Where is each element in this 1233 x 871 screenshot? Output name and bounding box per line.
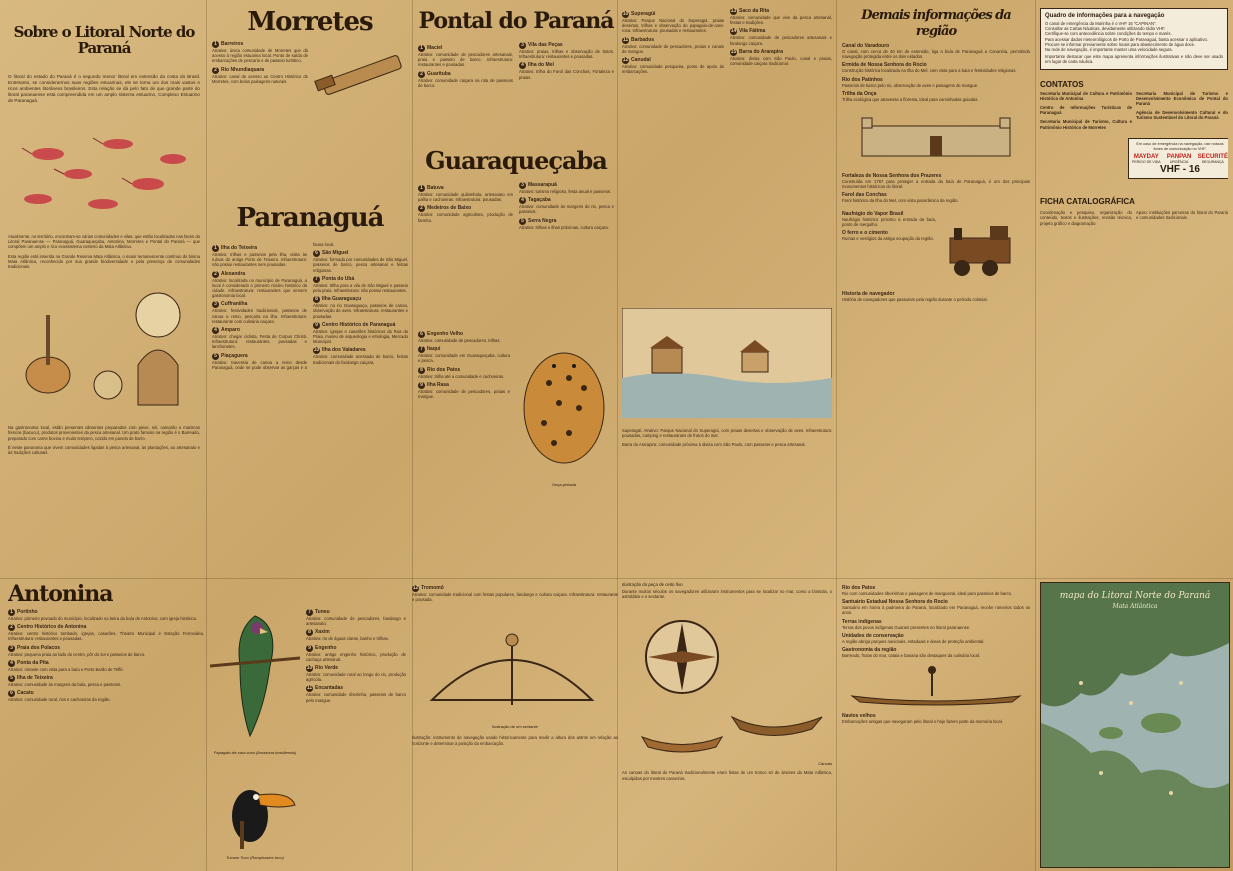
section-heading: Barreiros [221, 41, 244, 47]
quadro-item: Consultar as Cartas Náuticas, devidamente utilizando rádio VHF. [1045, 26, 1166, 32]
section-heading: Maciel [427, 45, 443, 51]
section-heading: Engenho [315, 644, 337, 651]
emergency-box [1128, 138, 1228, 179]
culture-illustration [8, 275, 200, 415]
section-heading: Unidades de conservação [842, 632, 904, 639]
section-heading: Massarapuã [528, 182, 557, 189]
section-heading: Trilha da Onça [842, 90, 877, 97]
section-heading: Xaxim [315, 629, 330, 636]
panpan-sub: URGÊNCIA [1169, 160, 1189, 165]
demais-informacoes-column: Demais informações da região Canal do Varadouro O canal, com cerca de 40 km de extensão, liga a baía de Paranaguá a Cananéia, permitindo navegação protegida entre os dois estados. Ermida de Nossa Senhora do Rocio Construção histórica localizada na Ilha do Mel, com vista para a baía e festividades religiosas. Rio dos Patinhos Passeios de barco pelo rio, observação de aves e paisagens de mangue. Trilha da Onça Trilha ecológica que atravessa a floresta, ideal para caminhadas guiadas. Fortaleza de Nossa Senhora dos Prazeres Construída em 1767 para proteger a entrada da baía de Paranaguá, é um dos principais monumentos históricos do litoral. Farol das Conchas Farol histórico da Ilha do Mel, com vista panorâmica da região. Naufrágio do Vapor Brasil Naufrágio histórico próximo à entrada da baía, ponto de mergulho. O ferro e o cimento Ruínas e vestígios da antiga ocupação da região. Historia de navegador História de navegadores que passaram pela região durante o período colonial. [842, 8, 1030, 302]
section-heading: Cuffraniiha [221, 301, 248, 308]
section-heading: São Miguel [322, 250, 349, 257]
compass-boats-illustration [622, 607, 832, 757]
mayday-sub: PERIGO DE VIDA [1132, 160, 1161, 165]
pontal-title: Pontal do Paraná [418, 8, 614, 34]
section-heading: Canudal [631, 57, 651, 64]
section-heading: Superagüi [631, 11, 656, 17]
section-heading: Alexandra [221, 270, 246, 277]
section-heading: Fortaleza de Nossa Senhora dos Prazeres [842, 173, 942, 180]
fold-line [836, 0, 837, 871]
ficha-title: FICHA CATALOGRÁFICA [1040, 197, 1135, 207]
navigation-history-column: Ilustração da peça de ceito fixo Durante muitos séculos os navegadores utilizaram instrumentos para se localizar no mar, como a bússola, o astrolábio e o sextante. Canoas As canoas do litoral do Paraná tradicionalmente eram feitas de um tronco só de árvores da Mata Atlântica, esculpidas por mestres canoeiros. [622, 582, 832, 781]
contact-item: Secretaria Municipal de Turismo e Desenvolvimento Econômico de Pontal do Paraná [1136, 90, 1228, 107]
section-heading: O ferro e o cimento [842, 230, 888, 237]
section-heading: Guarituba [427, 70, 451, 77]
section-heading: Medeiros de Baixo [427, 205, 472, 212]
section-heading: Terras indígenas [842, 618, 882, 625]
fort-illustration [842, 106, 1030, 166]
quadro-item: Procure se informar previamente sobre locais para abastecimento de água doce. [1045, 41, 1196, 47]
section-heading: Rio dos Patos [427, 366, 461, 373]
quadro-title: Quadro de informações para a navegação [1045, 13, 1165, 19]
section-heading: Portinho [17, 609, 38, 615]
demais-continued-column: Rio dos Patos Rio com comunidades ribeirinhas e paisagens de manguezal, ideal para passeios de barco. Santuário Estadual Nossa Senhora do Rocio Santuário em honra à padroeira do Paraná, localizado em Paranaguá, recebe romeiros todos os anos. Terras indígenas Terras dos povos indígenas Guarani presentes no litoral paranaense. Unidades de conservação A região abriga parques nacionais, estaduais e áreas de proteção ambiental. Gastronomia da região Barreado, frutos do mar, cataia e banana são destaques da culinária local. Navios velhos Embarcações antigas que navegaram pelo litoral e hoje fazem parte da memória local. [842, 585, 1030, 725]
section-heading: Itaqui [427, 346, 441, 353]
contact-item: Secretaria Municipal de Turismo, Cultura e Patrimônio Histórico de Morretes [1040, 119, 1132, 130]
morretes-title: Morretes [247, 8, 373, 37]
regional-map [1040, 582, 1230, 868]
section-heading: Ilha dos Valadares [322, 347, 366, 354]
info-column: Quadro de informações para a navegação O canal de emergência da Marinha é o VHF 16 "CAPINAN". Consultar as Cartas Náuticas, devidamente utilizando rádio VHF. Certifique-se com antecedência sobre condições do tempo e marés. Para acessar dados meteorológicos de Porto de Paranaguá, basta acessar o aplicativo. Procure se informar previamente sobre locais para abastecimento de água doce. Na rede de navegação, é importante manter uma velocidade segura. Importante destacar que este mapa apresenta informações ilustrativas e não deve ser usado em lugar de carta náutica. CONTATOS Secretaria Municipal de Cultura e Patrimônio Histórico de Antonina Centro de Informações Turísticas de Paranaguá Secretaria Municipal de Turismo, Cultura e Patrimônio Histórico de Morretes Secretaria Municipal de Turismo e Desenvolvimento Econômico de Pontal do Paraná Agência de Desenvolvimento Cultural e do Turismo Sustentável do Litoral do Paraná Em caso de emergência na navegação, use nossos fones de comunicação no VHF: MAYDAY PERIGO DE VIDA PANPAN URGÊNCIA SECURITÉ SEGURANÇA VHF - 16 FICHA CATALOGRÁFICA Coordenação e pesquisa, organização do conteúdo, textos e ilustrações, revisão técnica, projeto gráfico e diagramação. Apoio: instituições parceiras do litoral do Paraná e comunidades tradicionais. [1040, 8, 1228, 576]
roseate-spoonbill-illustration [8, 114, 200, 224]
quadro-item: Na rede de navegação, é importante manter uma velocidade segura. [1045, 47, 1173, 53]
section-heading: Centro Histórico de Antonina [17, 624, 87, 631]
quadro-item: O canal de emergência da Marinha é o VHF 16 "CAPINAN". [1045, 21, 1157, 26]
section-heading: Tuneu [315, 609, 330, 615]
section-heading: Amparo [221, 327, 240, 334]
caption: Ilustração de um sextante [492, 724, 538, 730]
coastline-map [1041, 583, 1229, 867]
quadro-item: Certifique-se com antecedência sobre condições do tempo e marés. [1045, 31, 1172, 37]
contact-item: Secretaria Municipal de Cultura e Patrimônio Histórico de Antonina [1040, 90, 1132, 101]
section-heading: Farol das Conchas [842, 192, 887, 199]
parrot-illustration [210, 606, 300, 746]
intro-text: O litoral do estado do Paraná é o segundo menor litoral em extensão da costa do Brasil. Entretanto, se considerarmos suas regiões estuarinas, ele se torna um dos mais vastos e ricos ambientes litorâneos brasileiros. Esta relação se dá pelo fato de que grande parte do litoral paranaense está compreendida em um amplo sistema estuarino, Complexo Estuarino de Paranaguá. [8, 74, 200, 103]
paranagua-title: Paranaguá [236, 203, 384, 233]
telescope-illustration [312, 38, 408, 118]
antonina-column: Antonina 1 Portinho Atrativo: primeiro povoado do município, localizado na beira da baía de Antonina, com igreja histórica. 2 Centro Histórico de Antonina Atrativo: centro histórico tombado, igrejas, casarões, Theatro Municipal e Estação Ferroviária. Infraestrutura: restaurantes e pousadas. 3 Praia dos Polacos Atrativo: pequena praia ao lado do centro, pôr do sol e passeios de barco. 4 Ponta da Pita Atrativo: mirante com vista para a baía e Porto Barão de Teffé. 5 Ilha de Teixeira Atrativo: comunidade às margens da baía, pesca e passeios. 6 Cacatu Atrativo: comunidade rural, rios e cachoeiras da região. Papagaio-de-cara-roxa (Amazona brasiliensis) Tucano Toco (Ramphastos toco) 7 Tuneu Atrativo: comunidade de pescadores, fandango e artesanato. 8 Xaxim Atrativo: rio de águas claras, banho e trilhas. 9 Engenho Atrativo: antigo engenho histórico, produção de cachaça artesanal. 10 Rio Verde Atrativo: comunidade rural ao longo do rio, produção agrícola. 11 Encantadas Atrativo: comunidade ribeirinha, passeios de barco pelo mangue. [8, 582, 406, 860]
fisherman-illustration [842, 662, 1030, 706]
section-heading: Vila Fátima [739, 28, 766, 35]
section-heading: Ilha do Teixeira [221, 245, 258, 251]
section-heading: Ermida de Nossa Senhora do Rocio [842, 62, 927, 69]
quadro-item: Para acessar dados meteorológicos de Porto de Paranaguá, basta acessar o aplicativo. [1045, 36, 1208, 42]
panpan-label: PANPAN [1166, 154, 1192, 161]
section-heading: Rio dos Patinhos [842, 76, 883, 83]
section-heading: Cacatu [17, 690, 34, 697]
section-heading: Encantadas [315, 685, 344, 692]
section-heading: Batuva [427, 185, 444, 192]
antonina-title: Antonina [8, 582, 113, 607]
intro-column: Sobre o Litoral Norte do Paraná O litoral do estado do Paraná é o segundo menor litoral em extensão da costa do Brasil. Entretanto, se considerarmos suas regiões estuarinas, ele se torna um dos mais vastos e ricos ambientes litorâneos brasileiros. Esta relação se dá pelo fato de que grande parte do litoral paranaense está compreendida em um amplo sistema estuarino, Complexo Estuarino de Paranaguá. Atualmente, no território, encontram-se várias comunidades e vilas, que estão localizadas nas faces do Litoral Paranaense — Paranaguá, Guaraqueçaba, Antonina, Morretes e Pontal do Paraná — que compõem um amplo e rico ecossistema costeiro da Mata Atlântica. Esta região está inserida na Grande Reserva Mata Atlântica, o maior remanescente contínuo do bioma Mata Atlântica, reconhecido por sua grande biodiversidade e pela presença de comunidades tradicionais. Na gastronomia local, estão presentes alimentos preparados com peixe, siri, camarão e mariscos frescos (bacucu), produtos provenientes da pesca artesanal. Um prato famoso na região é o Barreado, preparado com carne bovina e muito tempero, cozido em panela de barro. É neste panorama que vivem comunidades ligadas à pesca artesanal, às plantações, ao artesanato e às tradições culturais. [8, 23, 200, 456]
section-heading: Praia dos Polacos [17, 644, 61, 651]
caption: Canoas [818, 761, 832, 767]
fishing-village-illustration [622, 308, 832, 418]
sextant-illustration [412, 610, 618, 720]
map-title: mapa do Litoral Norte do Paraná [1059, 591, 1211, 601]
morretes-paranagua-column: Morretes 1 Barreiros Atrativo: única comunidade de Morretes que dá acesso à região estuarina local. Ponto de saída de embarcações de pescaria e de passeio turístico. 2 Rio Nhundiaquara Atrativo: canal de acesso ao Centro Histórico de Morretes, com belas paisagens naturais. Paranaguá 1 Ilha do Teixeira Atrativo: trilhas e passeios pela ilha, visita às ruínas do antigo Porto de Teixeira. Infraestrutura: não possui restaurantes nem pousadas. 2 Alexandra Atrativo: localizada no município de Paranaguá, a local é considerado o primeiro núcleo histórico da cidade. Infraestrutura: restaurantes que servem gastronomia local. 3 Cuffraniiha Atrativo: festividades tradicionais, passeios de canoa a remo, pescaria na ilha. Infraestrutura: restaurante com culinária caiçara. 4 Amparo Atrativo: chegar ciclista, Festa de Corpus Christi. Infraestrutura: restaurantes, pousadas e lanchonetes. 5 Piaçaguera Atrativo: travessia de canoa a remo desde Paranaguá, onde se pode observar as garças e a fauna local. 6 São Miguel Atrativo: formada por comunidades de São Miguel, passeios de barco, pesca artesanal e festas religiosas. 7 Ponta do Ubá Atrativo: trilha para a vila de São Miguel e passeio pela praia. Infraestrutura: não possui restaurantes. 8 Ilha Guaraguaçu Atrativo: no rio Guaraguaçu, passeios de canoa, observação de aves. Infraestrutura: restaurantes e pousadas. 9 Centro Histórico de Paranaguá Atrativo: igrejas e casarões históricos da Rua da Praia, museu de arqueologia e etnologia, Mercado Municipal. 10 Ilha dos Valadares Atrativo: comunidade acessada de barco, festas tradicionais do fandango caiçara. [212, 8, 408, 370]
guaraquecaba-continued-column: 10 Superagüi Atrativo: Parque Nacional do Superagüi, praias desertas, trilhas e observação do papagaio-de-cara-roxa. Infraestrutura: pousadas e restaurantes. 11 Barbados Atrativo: comunidade de pescadores, praias e canais de mangue. 12 Canudal Atrativo: comunidade pesqueira, ponto de apoio às embarcações. 13 Saco da Rita Atrativo: comunidade que vive da pesca artesanal, festas e tradições. 14 Vila Fátima Atrativo: comunidade de pescadores artesanais e fandango caiçara. 15 Barra do Ararapira Atrativo: divisa com São Paulo, canal e praias, comunidade caiçara tradicional. Superagüi: Atrativo: Parque Nacional do Superagüi, com praias desertas e observação de aves. Infraestrutura: pousadas, camping e restaurantes de frutos do mar. Barra do Ararapira: comunidade próxima à divisa com São Paulo, com passeios e pesca artesanal. [622, 8, 832, 448]
section-heading: Rio Verde [315, 665, 339, 672]
section-heading: Tromomô [421, 585, 444, 591]
map-subtitle: Mata Atlântica [1112, 603, 1158, 610]
section-heading: Serra Negra [528, 217, 557, 224]
fold-line [1035, 0, 1036, 871]
section-heading: Barra do Ararapira [739, 48, 783, 55]
contact-item: Agência de Desenvolvimento Cultural e do Turismo Sustentável do Litoral do Paraná [1136, 110, 1228, 121]
fold-line [0, 578, 1233, 579]
section-heading: Ilha do Mel [528, 62, 554, 69]
section-heading: Historia de navegador [842, 290, 895, 297]
section-heading: Canal do Varadouro [842, 43, 890, 49]
contact-item: Centro de Informações Turísticas de Paranaguá [1040, 105, 1132, 116]
caption: Tucano Toco (Ramphastos toco) [226, 855, 284, 860]
section-heading: Piaçaguera [221, 352, 248, 359]
caption: Onça-pintada [551, 482, 576, 488]
section-heading: Ponta da Pita [17, 659, 49, 666]
securite-sub: SEGURANÇA [1201, 160, 1224, 165]
section-heading: Centro Histórico de Paranaguá [322, 321, 396, 328]
antonina-continued-column: 12 Tromomô Atrativo: comunidade tradicional com festas populares, fandango e cultura caiçara. Infraestrutura: restaurante e pousada. Ilustração de um sextante Ilustração: instrumento de navegação usado historicamente para medir a altura dos astros em relação ao horizonte e determinar a posição da embarcação. [412, 585, 618, 746]
jaguar-illustration [514, 328, 614, 478]
section-heading: Ilha Rasa [427, 381, 449, 388]
contatos-title: CONTATOS [1040, 79, 1084, 89]
section-heading: Tagaçaba [528, 197, 551, 204]
pontal-guaraquecaba-column: Pontal do Paraná 1 Maciel Atrativo: comunidade de pescadores artesanais, praia e passeio de barco. Infraestrutura: restaurantes e pousadas. 2 Guarituba Atrativo: comunidade caiçara na rota de passeios de barco. 3 Vila das Peças Atrativo: praias, trilhas e observação de botos. Infraestrutura: restaurantes e pousadas. 4 Ilha do Mel Atrativo: trilha do Farol das Conchas, Fortaleza e praias. Guaraqueçaba 1 Batuva Atrativo: comunidade quilombola, artesanato em palha e cachoeiras. Infraestrutura: pousadas. 2 Medeiros de Baixo Atrativo: comunidade agricultora, produção de farinha. 3 Massarapuã Atrativo: turismo religioso, festa anual e passeios. 4 Tagaçaba Atrativo: comunidade às margens do rio, pesca e passeios. 5 Serra Negra Atrativo: trilhas e ilhas próximas, cultura caiçara. 6 Engenho Velho Atrativo: comunidade de pescadores, trilhas. 7 Itaqui Atrativo: comunidade em Guaraqueçaba, cultura e pesca. 8 Rio dos Patos Atrativo: trilha até a comunidade e cachoeiras. 9 Ilha Rasa Atrativo: comunidade de pescadores, praias e mangue. Onça-pintada [418, 8, 614, 488]
mayday-label: MAYDAY [1133, 154, 1159, 161]
section-heading: Rio dos Patos [842, 585, 876, 591]
vhf-channel: VHF - 16 [1159, 164, 1200, 176]
securite-label: SECURITÉ [1197, 154, 1228, 161]
section-heading: Gastronomia da região [842, 647, 897, 654]
section-heading: Naufrágio do Vapor Brasil [842, 210, 904, 217]
section-heading: Rio Nhundiaquara [221, 66, 265, 73]
demais-title: Demais informações da região [861, 8, 1011, 39]
guaraquecaba-title: Guaraqueçaba [425, 146, 607, 176]
emergency-note: Em caso de emergência na navegação, use nossos fones de comunicação no VHF: [1136, 141, 1224, 152]
navigation-info-box [1040, 8, 1228, 70]
section-heading: Ilha de Teixeira [17, 675, 53, 682]
caption: Papagaio-de-cara-roxa (Amazona brasiliensis) [213, 750, 297, 755]
section-heading: Navios velhos [842, 713, 876, 720]
section-heading: Barbados [631, 36, 655, 43]
quadro-item: Importante destacar que este mapa apresenta informações ilustrativas e não deve ser usado em lugar de carta náutica. [1045, 54, 1223, 65]
toucan-illustration [210, 761, 300, 851]
section-heading: Vila das Peças [528, 42, 563, 48]
locomotive-illustration [940, 208, 1030, 288]
section-heading: Saco da Rita [739, 8, 770, 14]
section-heading: Engenho Velho [427, 331, 464, 338]
section-heading: Ponta do Ubá [322, 275, 355, 282]
main-title: Sobre o Litoral Norte do Paraná [13, 23, 195, 57]
section-heading: Santuário Estadual Nossa Senhora do Rocio [842, 599, 948, 606]
section-heading: Ilha Guaraguaçu [322, 296, 362, 303]
caption: Ilustração da peça de ceito fixo [622, 582, 683, 587]
